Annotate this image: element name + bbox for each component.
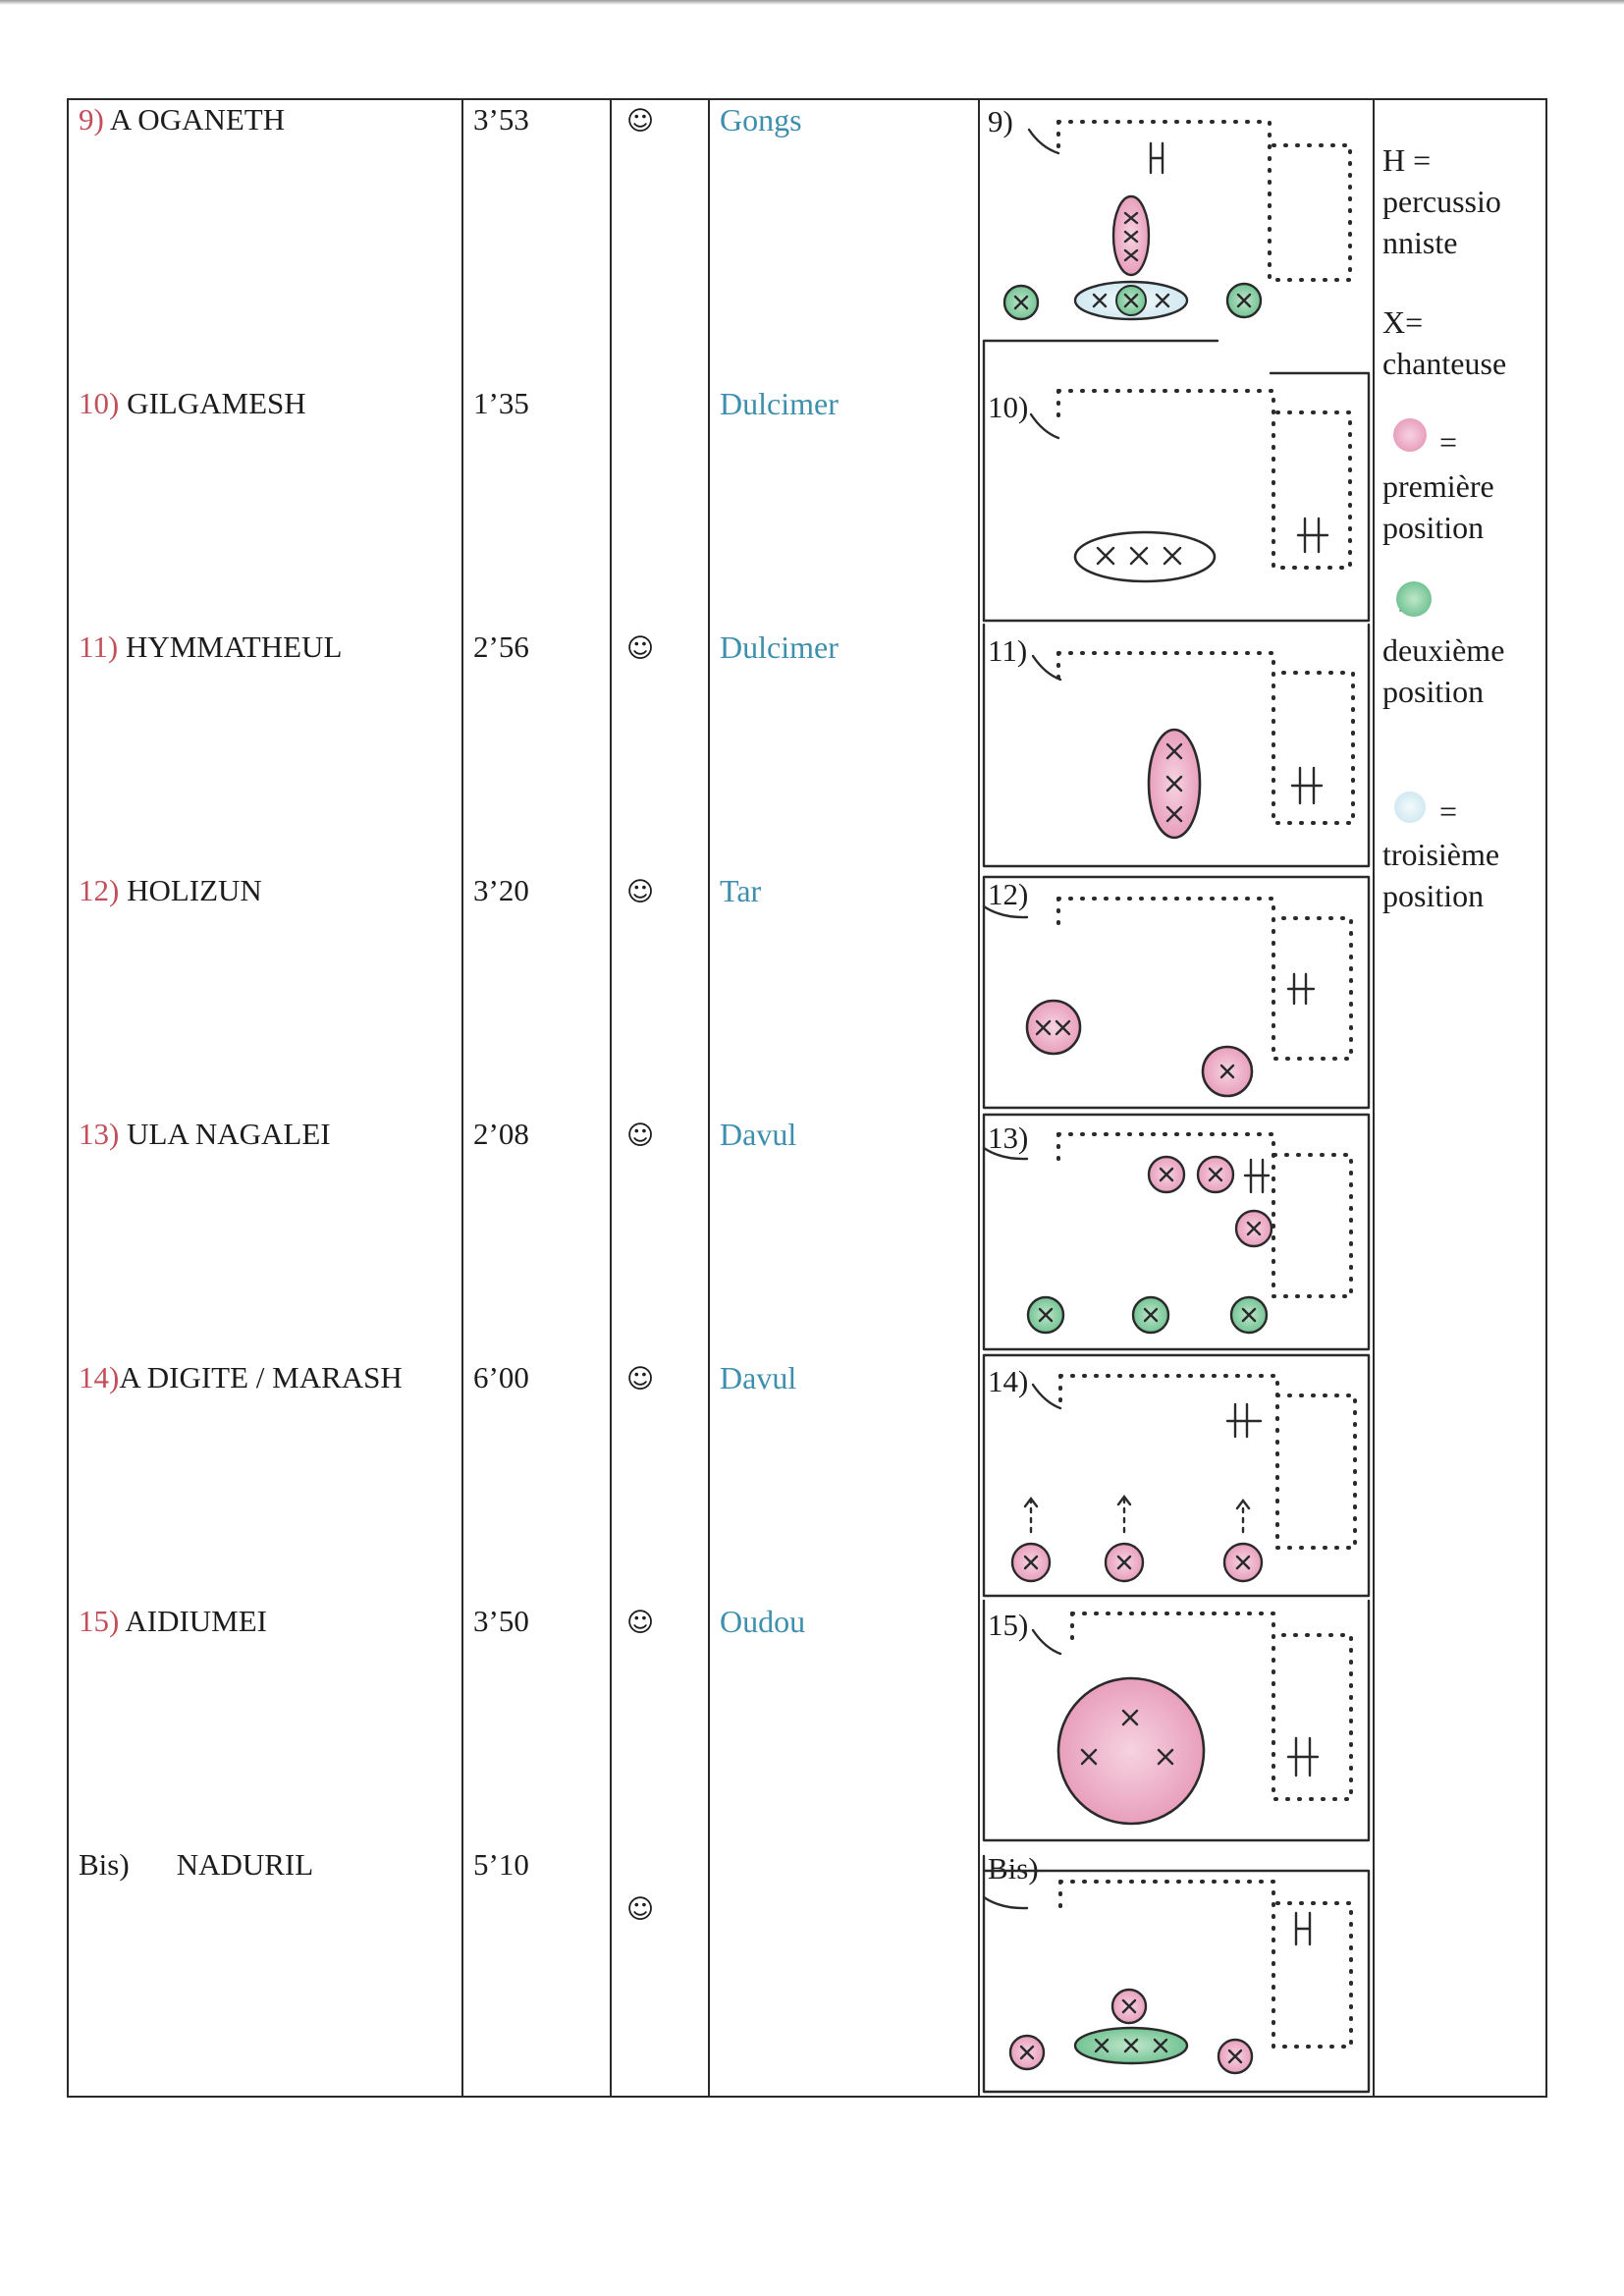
smiley-icon: ☺ bbox=[626, 1608, 655, 1638]
song-duration: 6’00 bbox=[473, 1360, 529, 1394]
stage-diagram-12 bbox=[984, 877, 1369, 1108]
song-number: 9) bbox=[79, 102, 104, 137]
song-duration: 5’10 bbox=[473, 1847, 529, 1882]
song-title: A OGANETH bbox=[109, 102, 286, 137]
song-title: HOLIZUN bbox=[127, 873, 262, 907]
stage-diagram-9 bbox=[1004, 122, 1350, 319]
percussionist-icon bbox=[1292, 768, 1322, 803]
legend-h-text: percussio bbox=[1382, 184, 1501, 219]
legend-h-symbol: H = bbox=[1382, 142, 1432, 178]
percussionist-icon bbox=[1296, 1913, 1310, 1944]
instrument-name: Dulcimer bbox=[720, 386, 839, 421]
singer-group-circle bbox=[1058, 1678, 1204, 1824]
smiley-icon: ☺ bbox=[626, 1121, 655, 1151]
song-title: A DIGITE / MARASH bbox=[119, 1360, 403, 1394]
instrument-name: Dulcimer bbox=[720, 629, 839, 665]
smiley-icon: ☺ bbox=[626, 1364, 655, 1394]
stage-diagram-15 bbox=[984, 1601, 1369, 1840]
song-duration: 3’20 bbox=[473, 873, 529, 907]
stage-diagram-14 bbox=[984, 1355, 1369, 1596]
legend-blue-swatch bbox=[1394, 792, 1426, 823]
song-number: 10) bbox=[79, 386, 120, 420]
legend-blue-text: position bbox=[1382, 878, 1485, 913]
legend-green-text: deuxième bbox=[1382, 632, 1505, 668]
legend-pink-text: première bbox=[1382, 468, 1494, 504]
smiley-icon: ☺ bbox=[626, 633, 655, 664]
diagram-label: 11) bbox=[988, 633, 1028, 668]
legend-h-text: nniste bbox=[1382, 225, 1458, 260]
stage-diagram-10 bbox=[984, 341, 1369, 621]
song-duration: 3’53 bbox=[473, 102, 529, 137]
singer-group-ellipse bbox=[1075, 532, 1215, 581]
legend-x-text: chanteuse bbox=[1382, 346, 1507, 381]
song-duration: 3’50 bbox=[473, 1604, 529, 1638]
legend-pink-text: position bbox=[1382, 510, 1485, 545]
instrument-name: Gongs bbox=[720, 102, 802, 137]
song-title: HYMMATHEUL bbox=[125, 629, 343, 664]
diagram-label: 13) bbox=[988, 1121, 1029, 1155]
stage-diagram-13 bbox=[984, 1115, 1369, 1349]
legend-green-text: position bbox=[1382, 674, 1485, 709]
instrument-name: Davul bbox=[720, 1360, 797, 1395]
instrument-name: Oudou bbox=[720, 1604, 806, 1639]
percussionist-icon bbox=[1298, 519, 1327, 552]
legend-blue-text: troisième bbox=[1382, 837, 1500, 872]
diagram-label: 12) bbox=[988, 877, 1029, 911]
instrument-name: Tar bbox=[720, 873, 762, 908]
diagram-label: 9) bbox=[988, 104, 1013, 138]
song-number: 13) bbox=[79, 1117, 120, 1151]
song-title: NADURIL bbox=[176, 1847, 314, 1882]
song-title: AIDIUMEI bbox=[125, 1604, 268, 1638]
smiley-icon: ☺ bbox=[626, 877, 655, 907]
song-title: ULA NAGALEI bbox=[127, 1117, 331, 1151]
stage-diagram-bis bbox=[984, 1856, 1369, 2092]
song-duration: 1’35 bbox=[473, 386, 529, 420]
song-title: GILGAMESH bbox=[127, 386, 306, 420]
song-number: 12) bbox=[79, 873, 120, 907]
legend-x-symbol: X= bbox=[1382, 304, 1424, 340]
legend-green-swatch bbox=[1396, 581, 1432, 617]
diagram-label: Bis) bbox=[988, 1851, 1039, 1886]
smiley-icon: ☺ bbox=[626, 106, 655, 137]
legend-pink-equals: = bbox=[1439, 424, 1458, 460]
smiley-icon: ☺ bbox=[626, 1894, 655, 1925]
song-number: Bis) bbox=[79, 1847, 130, 1882]
stage-diagram-11 bbox=[984, 625, 1369, 866]
diagram-label: 10) bbox=[988, 390, 1029, 424]
percussionist-icon bbox=[1288, 1738, 1318, 1776]
diagram-label: 15) bbox=[988, 1608, 1029, 1642]
percussionist-icon bbox=[1227, 1404, 1261, 1437]
song-duration: 2’08 bbox=[473, 1117, 529, 1151]
percussionist-icon bbox=[1245, 1160, 1269, 1192]
percussionist-icon bbox=[1288, 974, 1314, 1004]
instrument-name: Davul bbox=[720, 1117, 797, 1152]
legend-pink-swatch bbox=[1393, 418, 1427, 452]
song-number: 15) bbox=[79, 1604, 120, 1638]
song-number: 11) bbox=[79, 629, 119, 664]
percussionist-icon bbox=[1151, 143, 1163, 173]
legend-blue-equals: = bbox=[1439, 793, 1458, 829]
song-number: 14) bbox=[79, 1360, 120, 1394]
diagram-label: 14) bbox=[988, 1364, 1029, 1398]
singer-group-circle bbox=[1027, 1001, 1080, 1054]
song-duration: 2’56 bbox=[473, 629, 529, 664]
